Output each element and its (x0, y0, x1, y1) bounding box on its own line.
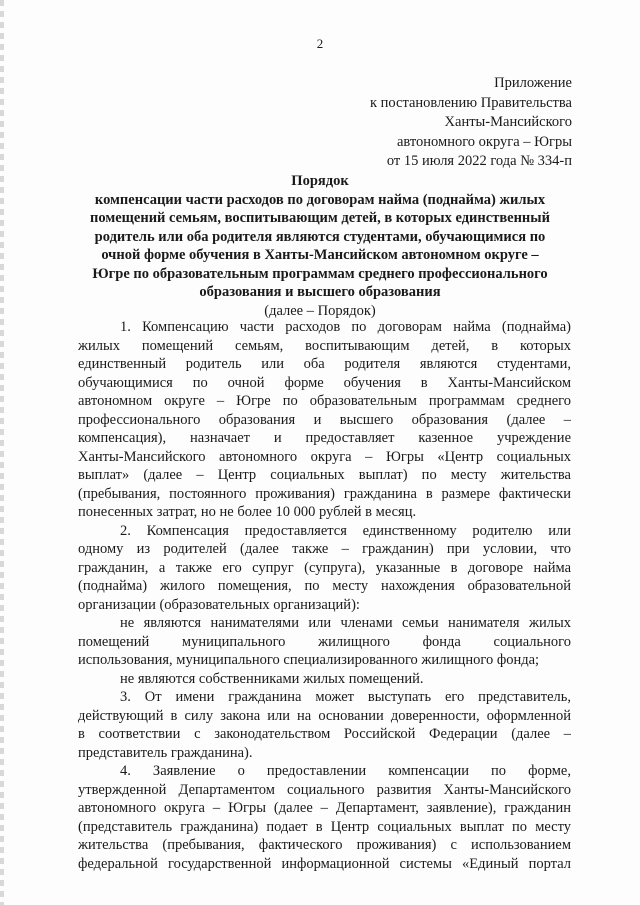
scan-binding-edge (0, 0, 4, 905)
body-line: автономном округе – Югре по образовательным программам среднего (78, 393, 571, 409)
body-line: профессионального образования и высшего образования (далее – (78, 411, 571, 428)
body-line: 4. Заявление о предоставлении компенсации по форме, (120, 763, 571, 779)
body-line: понесенных затрат, но не более 10 000 рублей в месяц. (78, 504, 417, 520)
title-line: Югре по образовательным программам среднего профессионального (92, 265, 548, 282)
body-line: не являются собственниками жилых помещений. (120, 670, 424, 687)
body-line: представитель гражданина). (78, 744, 253, 761)
body-line: обучающимися по очной форме обучения в Ханты-Мансийском (78, 374, 571, 391)
appendix-block (370, 74, 572, 172)
body-line: (представитель гражданина) подает в Центр социальных выплат по месту (78, 818, 571, 835)
body-line: действующий в силу закона или на основании доверенности, оформленной (78, 707, 571, 724)
body-line: использования, муниципального специализированного жилищного фонда; (78, 652, 540, 668)
body-line: выплат» (далее – Центр социальных выплат) по месту жительства (78, 467, 571, 483)
body-line: жительства (пребывания, фактического проживания) с использованием (78, 837, 571, 853)
appendix-line: Приложение (494, 75, 572, 91)
body-line: 2. Компенсация предоставляется единственному родителю или (120, 522, 571, 539)
body-line: утвержденной Департаментом социального развития Ханты-Мансийского (78, 781, 571, 798)
body-line: организации (образовательных организаций): (78, 596, 360, 613)
body-line: не являются нанимателями или членами семьи нанимателя жилых (120, 615, 571, 631)
body-line: в соответствии с законодательством Российской Федерации (далее – (78, 726, 571, 742)
appendix-line: автономного округа – Югры (396, 133, 572, 150)
title-line: образования и высшего образования (199, 284, 441, 300)
title-line: родитель или оба родителя являются студентами, обучающимися по (94, 228, 546, 245)
body-line: федеральной государственной информационной системы «Единый портал (78, 855, 571, 872)
body-line: помещений муниципального жилищного фонда социального (78, 633, 571, 650)
body-line: 1. Компенсацию части расходов по договорам найма (поднайма) (120, 319, 571, 335)
body-line: (пребывания, постоянного проживания) гражданина в размере фактически (78, 485, 571, 502)
body-line: жилых помещений семьям, воспитывающим детей, в которых (78, 337, 571, 354)
body-line: компенсация), назначает и предоставляет казенное учреждение (78, 430, 571, 446)
title-line: помещений семьям, воспитывающим детей, в которых единственный (90, 210, 550, 226)
appendix-line: от 15 июля 2022 года № 334-п (386, 153, 572, 169)
title-note: (далее – Порядок) (264, 302, 376, 319)
body-line: гражданин, а также его супруг (супруга), указанные в договоре найма (78, 559, 571, 576)
appendix-line: Ханты-Мансийского (444, 114, 572, 130)
page-number: 2 (316, 36, 324, 51)
appendix-line: к постановлению Правительства (370, 94, 572, 111)
body-line: (поднайма) жилого помещения, по месту нахождения образовательной (78, 578, 571, 594)
body-line: 3. От имени гражданина может выступать его представитель, (120, 689, 571, 705)
body-line: одному из родителей (далее также – гражданин) при условии, что (78, 541, 571, 557)
title-line: компенсации части расходов по договорам найма (поднайма) жилых (94, 191, 546, 208)
document-title (66, 172, 574, 320)
document-body (78, 318, 571, 873)
body-line: автономного округа – Югры (далее – Департамент, заявление), гражданин (78, 800, 571, 816)
title-line: очной форме обучения в Ханты-Мансийском автономном округе – (101, 247, 539, 263)
body-line: Ханты-Мансийского автономного округа – Югры «Центр социальных (78, 448, 571, 465)
title-heading: Порядок (291, 173, 349, 189)
body-line: единственный родитель или оба родителя являются студентами, (78, 356, 571, 372)
